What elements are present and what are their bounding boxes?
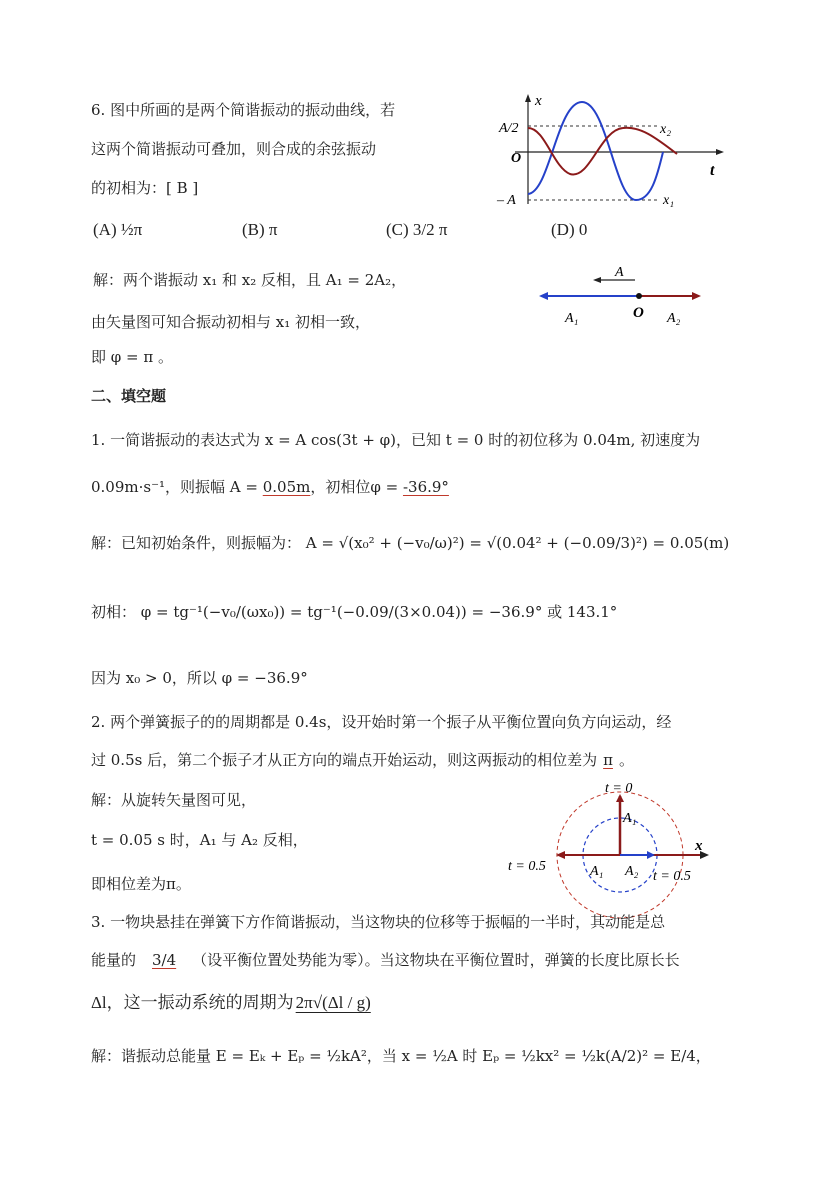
graph-x1-label: x₁ bbox=[663, 193, 675, 208]
q6-text-line1: 6. 图中所画的是两个简谐振动的振动曲线，若 bbox=[91, 101, 396, 119]
f3-text-line2 bbox=[91, 950, 680, 970]
q6-option-d: (D) 0 bbox=[551, 220, 588, 239]
diagram-t05-right-label: t = 0.5 bbox=[653, 869, 691, 884]
f1-solution-conclusion: 因为 x₀ > 0，所以 φ = −36.9° bbox=[91, 669, 308, 687]
f1-text-line1: 1. 一简谐振动的表达式为 x = A cos(3t + φ)，已知 t = 0 时的初位移为 0.04m, 初速度为 bbox=[91, 431, 701, 449]
q6-text-line2: 这两个简谐振动可叠加，则合成的余弦振动 bbox=[91, 140, 377, 158]
q6-solution-line3: 即 φ = π 。 bbox=[91, 348, 174, 366]
f2-solution-line3: 即相位差为π。 bbox=[91, 875, 191, 893]
q6-oscillation-graph bbox=[495, 92, 735, 212]
graph-a-half-label: A/2 bbox=[499, 121, 519, 136]
f3-line3-prefix: Δl，这一振动系统的周期为 bbox=[91, 993, 294, 1012]
f1-answer-amplitude: 0.05m bbox=[262, 478, 311, 496]
f2-text-line2 bbox=[91, 750, 634, 770]
q6-solution-line1: 解：两个谐振动 x₁ 和 x₂ 反相，且 A₁ = 2A₂， bbox=[93, 271, 407, 289]
graph-x-label: x bbox=[535, 93, 542, 109]
f2-solution-line2: t = 0.05 s 时，A₁ 与 A₂ 反相， bbox=[91, 831, 308, 849]
f1-solution-phase: 初相： φ = tg⁻¹(−v₀/(ωx₀)) = tg⁻¹(−0.09/(3×0.04)) = −36.9° 或 143.1° bbox=[91, 603, 618, 621]
f2-line2-suffix: 。 bbox=[618, 751, 634, 769]
diagram-a2-label: A₂ bbox=[625, 864, 639, 879]
graph-origin-label: O bbox=[511, 151, 522, 166]
f3-answer-period: 2π√(Δl / g) bbox=[295, 993, 371, 1012]
diagram-a1-top-label: A₁ bbox=[623, 811, 637, 826]
f1-text-line2 bbox=[91, 477, 449, 497]
f3-text-line3 bbox=[91, 993, 373, 1013]
f1-solution-amplitude: 解：已知初始条件，则振幅为： A = √(x₀² + (−v₀/ω)²) = √(0.04² + (−0.09/3)²) = 0.05(m) bbox=[91, 534, 730, 552]
q6-option-b: (B) π bbox=[242, 220, 278, 239]
q6-vector-diagram bbox=[535, 260, 715, 330]
f2-solution-line1: 解：从旋转矢量图可见， bbox=[91, 791, 257, 809]
f3-line2-prefix: 能量的 bbox=[91, 951, 137, 969]
f2-answer: π bbox=[603, 751, 613, 769]
f2-rotating-vector-diagram bbox=[505, 780, 715, 900]
f3-answer-energy: 3/4 bbox=[152, 951, 177, 969]
vector-a2-label: A₂ bbox=[667, 311, 681, 326]
f3-line2-suffix: （设平衡位置处势能为零）。当这物块在平衡位置时，弹簧的长度比原长长 bbox=[192, 951, 680, 969]
diagram-t05-left-label: t = 0.5 bbox=[508, 859, 546, 874]
graph-x2-label: x₂ bbox=[660, 122, 672, 137]
f3-text-line1: 3. 一物块悬挂在弹簧下方作简谐振动，当这物块的位移等于振幅的一半时，其动能是总 bbox=[91, 913, 666, 931]
q6-option-c: (C) 3/2 π bbox=[386, 220, 448, 239]
q6-solution-line2: 由矢量图可知合振动初相与 x₁ 初相一致， bbox=[91, 313, 371, 331]
q6-text-line3: 的初相为：[ B ] bbox=[91, 179, 199, 197]
diagram-x-label: x bbox=[695, 838, 703, 854]
f1-line2-prefix: 0.09m·s⁻¹，则振幅 A = bbox=[91, 478, 263, 496]
section-title: 二、填空题 bbox=[91, 387, 167, 405]
f2-line2-prefix: 过 0.5s 后，第二个振子才从正方向的端点开始运动，则这两振动的相位差为 bbox=[91, 751, 598, 769]
graph-neg-a-label: – A bbox=[497, 193, 516, 208]
diagram-a1-label: A₁ bbox=[590, 864, 604, 879]
vector-o-label: O bbox=[633, 305, 644, 321]
f1-line2-mid: ，初相位φ = bbox=[310, 478, 403, 496]
f2-text-line1: 2. 两个弹簧振子的的周期都是 0.4s，设开始时第一个振子从平衡位置向负方向运动，经 bbox=[91, 713, 672, 731]
vector-a1-label: A₁ bbox=[565, 311, 579, 326]
graph-t-label: t bbox=[710, 162, 715, 179]
diagram-t0-label: t = 0 bbox=[605, 781, 633, 796]
f1-answer-phase: -36.9° bbox=[402, 478, 449, 496]
vector-a-label: A bbox=[615, 265, 624, 280]
q6-option-a: (A) ½π bbox=[93, 220, 143, 239]
f3-solution-line1: 解：谐振动总能量 E = Eₖ + Eₚ = ½kA²，当 x = ½A 时 Eₚ = ½kx² = ½k(A/2)² = E/4， bbox=[91, 1047, 711, 1065]
